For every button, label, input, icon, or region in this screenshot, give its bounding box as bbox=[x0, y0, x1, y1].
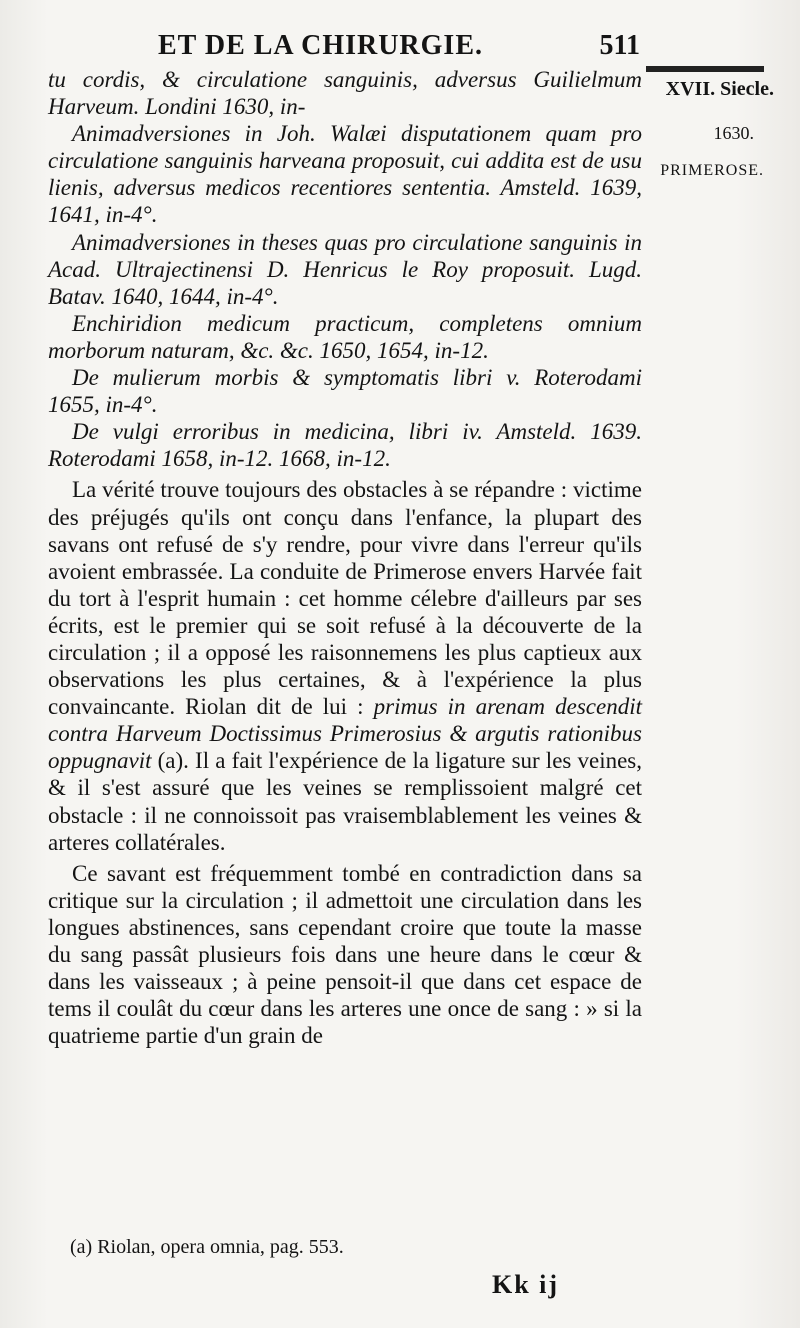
paragraph: Enchiridion medicum practicum, completens omnium morborum naturam, &c. &c. 1650, 1654, in-12. bbox=[48, 310, 642, 363]
paragraph: Animadversiones in theses quas pro circulatione sanguinis in Acad. Ultrajectinensi D. Henricus le Roy proposuit. Lugd. Batav. 1640, 1644, in-4°. bbox=[48, 229, 642, 309]
paragraph: De mulierum morbis & symptomatis libri v. Roterodami 1655, in-4°. bbox=[48, 365, 642, 418]
paragraph: Animadversiones in Joh. Walæi disputationem quam pro circulatione sanguinis harveana proposuit, cui addita est de usu lienis, adversus medicos recentiores sententia. Amsteld. 1639, 1641, in-4°. bbox=[48, 121, 642, 228]
page-header bbox=[48, 28, 640, 68]
margin-notes bbox=[644, 66, 794, 180]
latin-quote: primus in arenam descendit contra Harveum Doctissimus Primerosius & argutis rationibus oppugnavit bbox=[48, 694, 642, 774]
signature-mark: Kk ij bbox=[492, 1270, 560, 1299]
margin-century: XVII. Siecle. bbox=[665, 78, 774, 100]
paragraph: tu cordis, & circulatione sanguinis, adversus Guilielmum Harveum. Londini 1630, in- bbox=[48, 67, 642, 120]
running-title: ET DE LA CHIRURGIE. bbox=[158, 30, 484, 61]
paragraph: De vulgi erroribus in medicina, libri iv. Amsteld. 1639. Roterodami 1658, in-12. 1668, in-12. bbox=[48, 419, 642, 472]
body-text bbox=[48, 66, 642, 1049]
margin-year: 1630. bbox=[713, 123, 754, 143]
paragraph: Ce savant est fréquemment tombé en contradiction dans sa critique sur la circulation ; il admettoit une circulation dans les longues abstinences, sans cependant croire que toute la masse du sang passât plusieurs fois dans une heure dans le cœur & dans les vaisseaux ; à peine pensoit-il que dans cet espace de tems il coulât du cœur dans les arteres une once de sang : » si la quatrieme partie d'un grain de bbox=[48, 860, 642, 1049]
footnote: (a) Riolan, opera omnia, pag. 553. bbox=[70, 1236, 344, 1258]
paragraph-text: La vérité trouve toujours des obstacles à se répandre : victime des préjugés qu'ils ont conçu dans l'enfance, la plupart des savans ont refusé de s'y rendre, pour vivre dans l'erreur qu'ils avoient embrassée. La conduite de Primerose envers Harvée fait du tort à l'esprit humain : cet homme célebre d'ailleurs par ses écrits, est le premier qui se soit refusé à la découverte de la circulation ; il a opposé les raisonnemens les plus captieux aux observations les plus certaines, & à l'expérience la plus convaincante. Riolan dit de lui : bbox=[48, 477, 642, 720]
paragraph-text: (a). Il a fait l'expérience de la ligature sur les veines, & il s'est assuré que les veines se remplissoient malgré cet obstacle : il ne connoissoit pas vraisemblablement les veines & arteres collatérales. bbox=[48, 748, 642, 855]
margin-rule bbox=[646, 66, 764, 72]
paragraph bbox=[48, 476, 642, 855]
page-number: 511 bbox=[599, 30, 640, 61]
margin-name: PRIMEROSE. bbox=[660, 162, 764, 179]
